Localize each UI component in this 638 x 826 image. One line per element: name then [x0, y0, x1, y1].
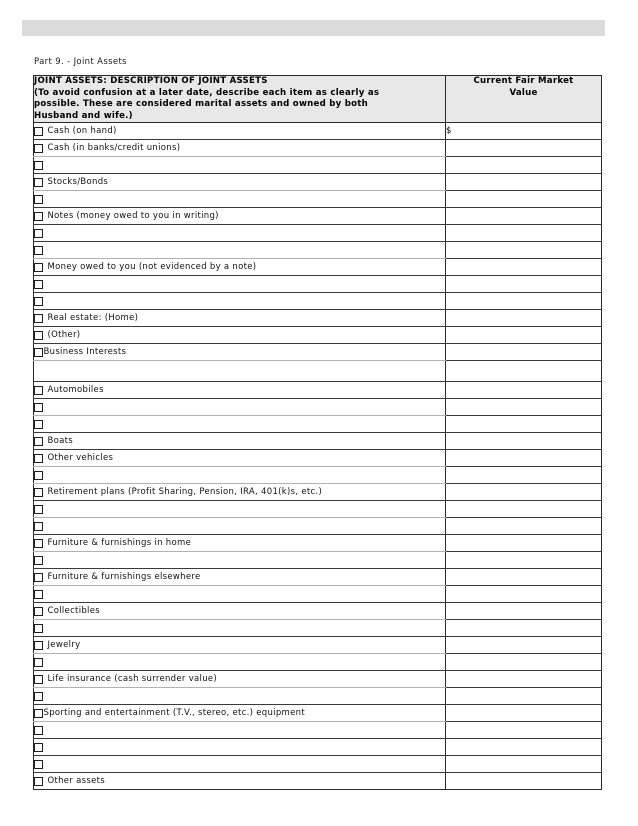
asset-value-text: $	[446, 126, 452, 137]
asset-label: Other vehicles	[47, 453, 114, 464]
checkbox-icon[interactable]	[34, 348, 43, 357]
table-row	[34, 773, 602, 790]
asset-description-cell	[34, 501, 446, 518]
asset-description-cell	[34, 123, 446, 140]
asset-value-cell[interactable]	[446, 225, 602, 242]
asset-label: Life insurance (cash surrender value)	[47, 674, 218, 685]
asset-description-cell	[34, 603, 446, 620]
asset-description-cell	[34, 552, 446, 569]
table-row	[34, 191, 602, 208]
table-row	[34, 276, 602, 293]
asset-value-cell[interactable]	[446, 157, 602, 174]
asset-description-cell	[34, 174, 446, 191]
asset-value-cell[interactable]	[446, 344, 602, 361]
checkbox-icon[interactable]	[34, 641, 43, 650]
table-row	[34, 501, 602, 518]
checkbox-icon[interactable]	[34, 573, 43, 582]
checkbox-icon[interactable]	[34, 777, 43, 786]
table-row	[34, 174, 602, 191]
asset-description-cell	[34, 756, 446, 773]
asset-description-cell	[34, 225, 446, 242]
checkbox-icon[interactable]	[34, 743, 43, 752]
table-row	[34, 399, 602, 416]
table-row	[34, 416, 602, 433]
checkbox-icon[interactable]	[34, 624, 43, 633]
checkbox-icon[interactable]	[34, 331, 43, 340]
asset-value-cell[interactable]	[446, 416, 602, 433]
asset-value-cell[interactable]	[446, 450, 602, 467]
asset-value-cell[interactable]	[446, 586, 602, 603]
table-body	[34, 123, 602, 790]
asset-description-cell	[34, 344, 446, 361]
table-row	[34, 433, 602, 450]
table-row	[34, 518, 602, 535]
asset-value-cell[interactable]	[446, 603, 602, 620]
asset-value-cell[interactable]	[446, 569, 602, 586]
table-row	[34, 586, 602, 603]
checkbox-icon[interactable]	[34, 488, 43, 497]
checkbox-icon[interactable]	[34, 314, 43, 323]
asset-value-cell[interactable]	[446, 552, 602, 569]
checkbox-icon[interactable]	[34, 760, 43, 769]
table-row	[34, 225, 602, 242]
header-cell-description	[34, 76, 446, 123]
asset-value-cell[interactable]	[446, 535, 602, 552]
checkbox-icon[interactable]	[34, 297, 43, 306]
asset-description-cell	[34, 586, 446, 603]
asset-label: Collectibles	[47, 606, 100, 617]
asset-value-cell[interactable]	[446, 259, 602, 276]
asset-description-cell	[34, 259, 446, 276]
header-cell-fair-market-value	[446, 76, 602, 123]
checkbox-icon[interactable]	[34, 386, 43, 395]
page-title: Part 9. - Joint Assets	[34, 57, 127, 67]
table-row	[34, 705, 602, 722]
checkbox-icon[interactable]	[34, 178, 43, 187]
header-description-note-line1: (To avoid confusion at a later date, describe each item as clearly as	[34, 87, 380, 98]
asset-label: Retirement plans (Profit Sharing, Pension, IRA, 401(k)s, etc.)	[47, 487, 323, 498]
table-row	[34, 688, 602, 705]
table-row	[34, 654, 602, 671]
asset-description-cell	[34, 467, 446, 484]
asset-value-cell[interactable]	[446, 382, 602, 399]
table-row	[34, 157, 602, 174]
asset-label: Stocks/Bonds	[47, 177, 109, 188]
asset-description-cell	[34, 276, 446, 293]
asset-description-cell	[34, 433, 446, 450]
table-row	[34, 123, 602, 140]
checkbox-icon[interactable]	[34, 539, 43, 548]
asset-label: Sporting and entertainment (T.V., stereo, etc.) equipment	[43, 708, 305, 719]
table-row	[34, 327, 602, 344]
checkbox-icon[interactable]	[34, 505, 43, 514]
asset-description-cell	[34, 399, 446, 416]
joint-assets-table	[33, 75, 602, 790]
asset-description-cell	[34, 739, 446, 756]
table-row	[34, 467, 602, 484]
asset-value-cell[interactable]	[446, 208, 602, 225]
asset-description-cell	[34, 157, 446, 174]
checkbox-icon[interactable]	[34, 658, 43, 667]
table-header	[34, 76, 602, 123]
checkbox-icon[interactable]	[34, 607, 43, 616]
asset-description-cell	[34, 416, 446, 433]
asset-value-cell[interactable]	[446, 140, 602, 157]
table-row	[34, 603, 602, 620]
asset-description-cell	[34, 242, 446, 259]
asset-value-cell[interactable]	[446, 501, 602, 518]
table-row	[34, 450, 602, 467]
asset-value-cell[interactable]	[446, 722, 602, 739]
checkbox-icon[interactable]	[34, 212, 43, 221]
table-row	[34, 552, 602, 569]
asset-description-cell	[34, 722, 446, 739]
table-row	[34, 344, 602, 361]
header-value-title-line1: Current Fair Market	[473, 76, 574, 86]
checkbox-icon[interactable]	[34, 556, 43, 565]
table-row	[34, 208, 602, 225]
asset-description-cell	[34, 671, 446, 688]
asset-label: Notes (money owed to you in writing)	[47, 211, 219, 222]
asset-value-cell[interactable]	[446, 467, 602, 484]
table-row	[34, 671, 602, 688]
table-row	[34, 293, 602, 310]
checkbox-icon[interactable]	[34, 471, 43, 480]
top-decorative-bar	[22, 20, 605, 36]
asset-value-cell[interactable]	[446, 276, 602, 293]
table-row	[34, 310, 602, 327]
asset-value-cell[interactable]	[446, 620, 602, 637]
asset-value-cell[interactable]	[446, 484, 602, 501]
asset-value-cell[interactable]	[446, 739, 602, 756]
asset-value-cell[interactable]	[446, 688, 602, 705]
asset-value-cell[interactable]	[446, 293, 602, 310]
checkbox-icon[interactable]	[34, 590, 43, 599]
asset-description-cell	[34, 654, 446, 671]
checkbox-icon[interactable]	[34, 675, 43, 684]
asset-description-cell	[34, 361, 446, 382]
checkbox-icon[interactable]	[34, 280, 43, 289]
asset-description-cell	[34, 569, 446, 586]
checkbox-icon[interactable]	[34, 144, 43, 153]
checkbox-icon[interactable]	[34, 195, 43, 204]
asset-value-cell[interactable]	[446, 518, 602, 535]
asset-value-cell[interactable]	[446, 399, 602, 416]
asset-description-cell	[34, 484, 446, 501]
asset-description-cell	[34, 310, 446, 327]
asset-value-cell[interactable]	[446, 756, 602, 773]
checkbox-icon[interactable]	[34, 420, 43, 429]
header-description-title: JOINT ASSETS: DESCRIPTION OF JOINT ASSETS	[34, 76, 268, 86]
asset-label: Money owed to you (not evidenced by a note)	[47, 262, 257, 273]
asset-label: Other assets	[47, 776, 105, 787]
asset-value-cell[interactable]	[446, 705, 602, 722]
asset-description-cell	[34, 327, 446, 344]
checkbox-icon[interactable]	[34, 726, 43, 735]
header-description-note-line2: possible. These are considered marital assets and owned by both	[34, 99, 369, 110]
table-row	[34, 756, 602, 773]
asset-label: Automobiles	[47, 385, 104, 396]
asset-label: Business Interests	[43, 347, 127, 358]
asset-value-cell[interactable]	[446, 433, 602, 450]
asset-label: Boats	[47, 436, 74, 447]
asset-description-cell	[34, 535, 446, 552]
checkbox-icon[interactable]	[34, 263, 43, 272]
asset-value-cell[interactable]	[446, 327, 602, 344]
checkbox-icon[interactable]	[34, 522, 43, 531]
asset-value-cell[interactable]	[446, 242, 602, 259]
header-description-note-line3: Husband and wife.)	[34, 110, 133, 121]
asset-value-cell[interactable]	[446, 773, 602, 790]
checkbox-icon[interactable]	[34, 246, 43, 255]
checkbox-icon[interactable]	[34, 437, 43, 446]
table-row	[34, 739, 602, 756]
asset-value-cell[interactable]	[446, 637, 602, 654]
table-row	[34, 140, 602, 157]
asset-description-cell	[34, 382, 446, 399]
asset-label: Jewelry	[47, 640, 81, 651]
asset-value-cell[interactable]	[446, 123, 602, 140]
asset-label: Cash (on hand)	[47, 126, 117, 137]
asset-label: Furniture & furnishings in home	[47, 538, 192, 549]
asset-label: Real estate: (Home)	[47, 313, 139, 324]
checkbox-icon[interactable]	[34, 709, 43, 718]
asset-description-cell	[34, 518, 446, 535]
asset-description-cell	[34, 620, 446, 637]
asset-description-cell	[34, 688, 446, 705]
asset-value-cell[interactable]	[446, 310, 602, 327]
asset-value-cell[interactable]	[446, 361, 602, 382]
checkbox-icon[interactable]	[34, 692, 43, 701]
asset-value-cell[interactable]	[446, 671, 602, 688]
asset-description-cell	[34, 293, 446, 310]
table-row	[34, 382, 602, 399]
table-row	[34, 484, 602, 501]
table-row	[34, 620, 602, 637]
asset-value-cell[interactable]	[446, 191, 602, 208]
table-row	[34, 242, 602, 259]
table-row	[34, 569, 602, 586]
asset-description-cell	[34, 773, 446, 790]
checkbox-icon[interactable]	[34, 403, 43, 412]
asset-label: Cash (in banks/credit unions)	[47, 143, 181, 154]
asset-label: (Other)	[47, 330, 81, 341]
asset-value-cell[interactable]	[446, 174, 602, 191]
asset-label: Furniture & furnishings elsewhere	[47, 572, 201, 583]
asset-description-cell	[34, 637, 446, 654]
asset-description-cell	[34, 191, 446, 208]
checkbox-icon[interactable]	[34, 127, 43, 136]
table-row	[34, 535, 602, 552]
asset-description-cell	[34, 140, 446, 157]
table-header-row	[34, 76, 602, 123]
header-value-title-line2: Value	[509, 87, 538, 98]
table-row	[34, 637, 602, 654]
table-row	[34, 259, 602, 276]
checkbox-icon[interactable]	[34, 161, 43, 170]
checkbox-icon[interactable]	[34, 454, 43, 463]
asset-description-cell	[34, 208, 446, 225]
asset-value-cell[interactable]	[446, 654, 602, 671]
asset-description-cell	[34, 705, 446, 722]
table-row	[34, 722, 602, 739]
asset-description-cell	[34, 450, 446, 467]
table-row	[34, 361, 602, 382]
checkbox-icon[interactable]	[34, 229, 43, 238]
